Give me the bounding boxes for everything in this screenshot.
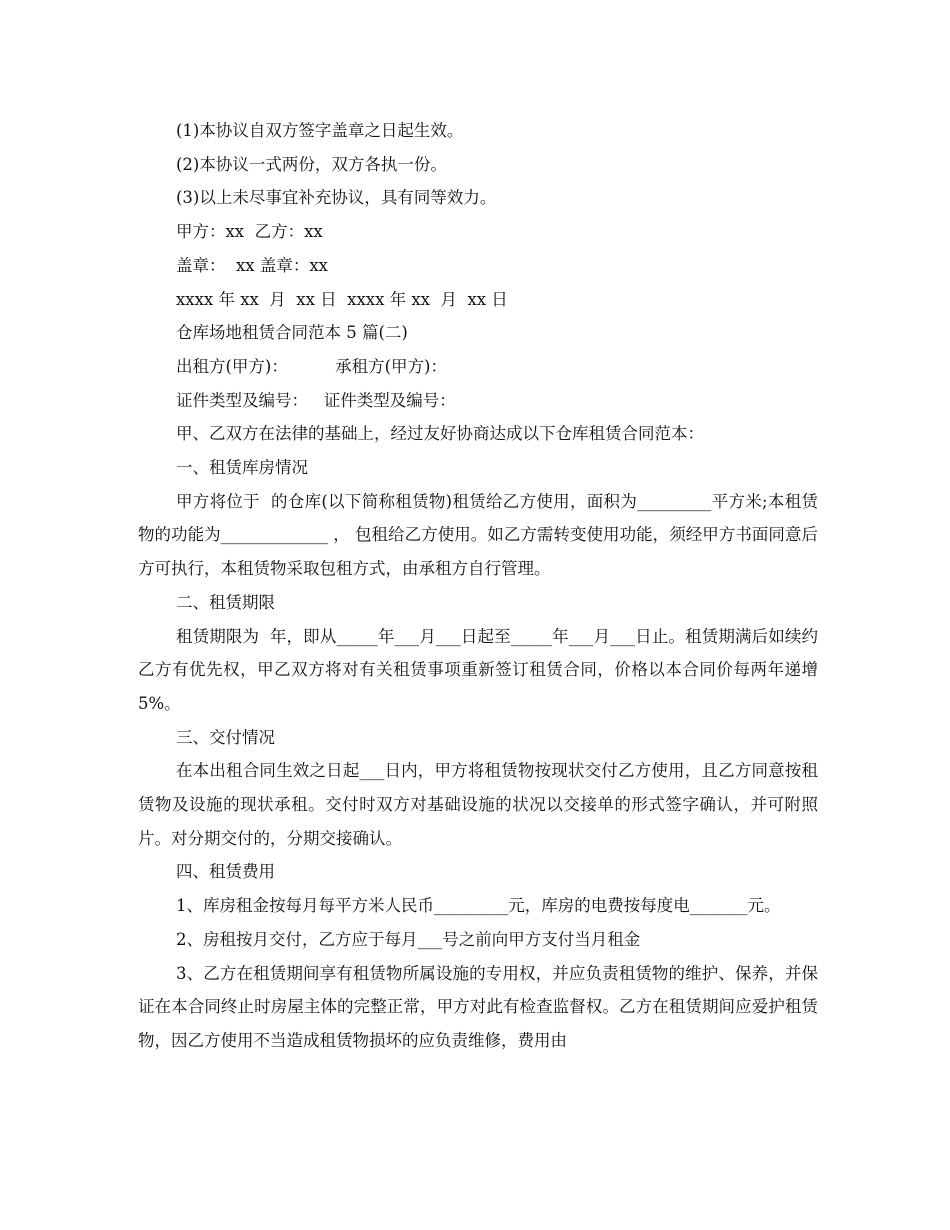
paragraph-1: 甲方将位于 的仓库(以下简称租赁物)租赁给乙方使用，面积为_________平方米;本租赁物的功能为_____________ ， 包租给乙方使用。如乙方需转变使用功能，须经甲方书面同意后方可执行，本租赁物采取包租方式，由承租方自行管理。 <box>138 491 818 579</box>
heading-2: 二、租赁期限 <box>176 592 275 612</box>
paragraph-4: 1、库房租金按每月每平方米人民币_________元，库房的电费按每度电_______元。 <box>176 896 781 916</box>
paragraph-6: 3、乙方在租赁期间享有租赁物所属设施的专用权，并应负责租赁物的维护、保养，并保证在本合同终止时房屋主体的完整正常，甲方对此有检查监督权。乙方在租赁期间应爱护租赁物，因乙方使用不当造成租赁物损坏的应负责维修，费用由 <box>138 963 818 1050</box>
section-title: 仓库场地租赁合同范本 5 篇(二) <box>176 323 408 343</box>
party-names: 甲方：xx 乙方：xx <box>176 222 323 242</box>
date-line: xxxx 年 xx 月 xx 日 xxxx 年 xx 月 xx 日 <box>176 289 508 309</box>
heading-4: 四、租赁费用 <box>176 862 275 882</box>
paragraph-5: 2、房租按月交付，乙方应于每月___号之前向甲方支付当月租金 <box>176 929 641 949</box>
clause-3: (3)以上未尽事宜补充协议，具有同等效力。 <box>176 188 497 208</box>
clause-1: (1)本协议自双方签字盖章之日起生效。 <box>176 121 464 140</box>
clause-2: (2)本协议一式两份，双方各执一份。 <box>176 154 447 174</box>
heading-1: 一、租赁库房情况 <box>176 458 308 478</box>
seal-line: 盖章： xx 盖章：xx <box>176 255 328 275</box>
paragraph-3: 在本出租合同生效之日起___日内，甲方将租赁物按现状交付乙方使用，且乙方同意按租赁物及设施的现状承租。交付时双方对基础设施的状况以交接单的形式签字确认，并可附照片。对分期交付的，分期交接确认。 <box>138 761 818 848</box>
intro-line: 甲、乙双方在法律的基础上，经过友好协商达成以下仓库租赁合同范本： <box>176 424 704 444</box>
document-body <box>138 114 824 1058</box>
paragraph-2: 租赁期限为 年，即从_____年___月___日起至_____年___月___日止。租赁期满后如续约乙方有优先权，甲乙双方将对有关租赁事项重新签订租赁合同，价格以本合同价每两年递增 5%。 <box>138 626 824 713</box>
lessor-lessee-line: 出租方(甲方)： 承租方(甲方)： <box>176 356 447 376</box>
heading-3: 三、交付情况 <box>176 727 275 747</box>
id-type-line: 证件类型及编号： 证件类型及编号： <box>176 390 456 410</box>
